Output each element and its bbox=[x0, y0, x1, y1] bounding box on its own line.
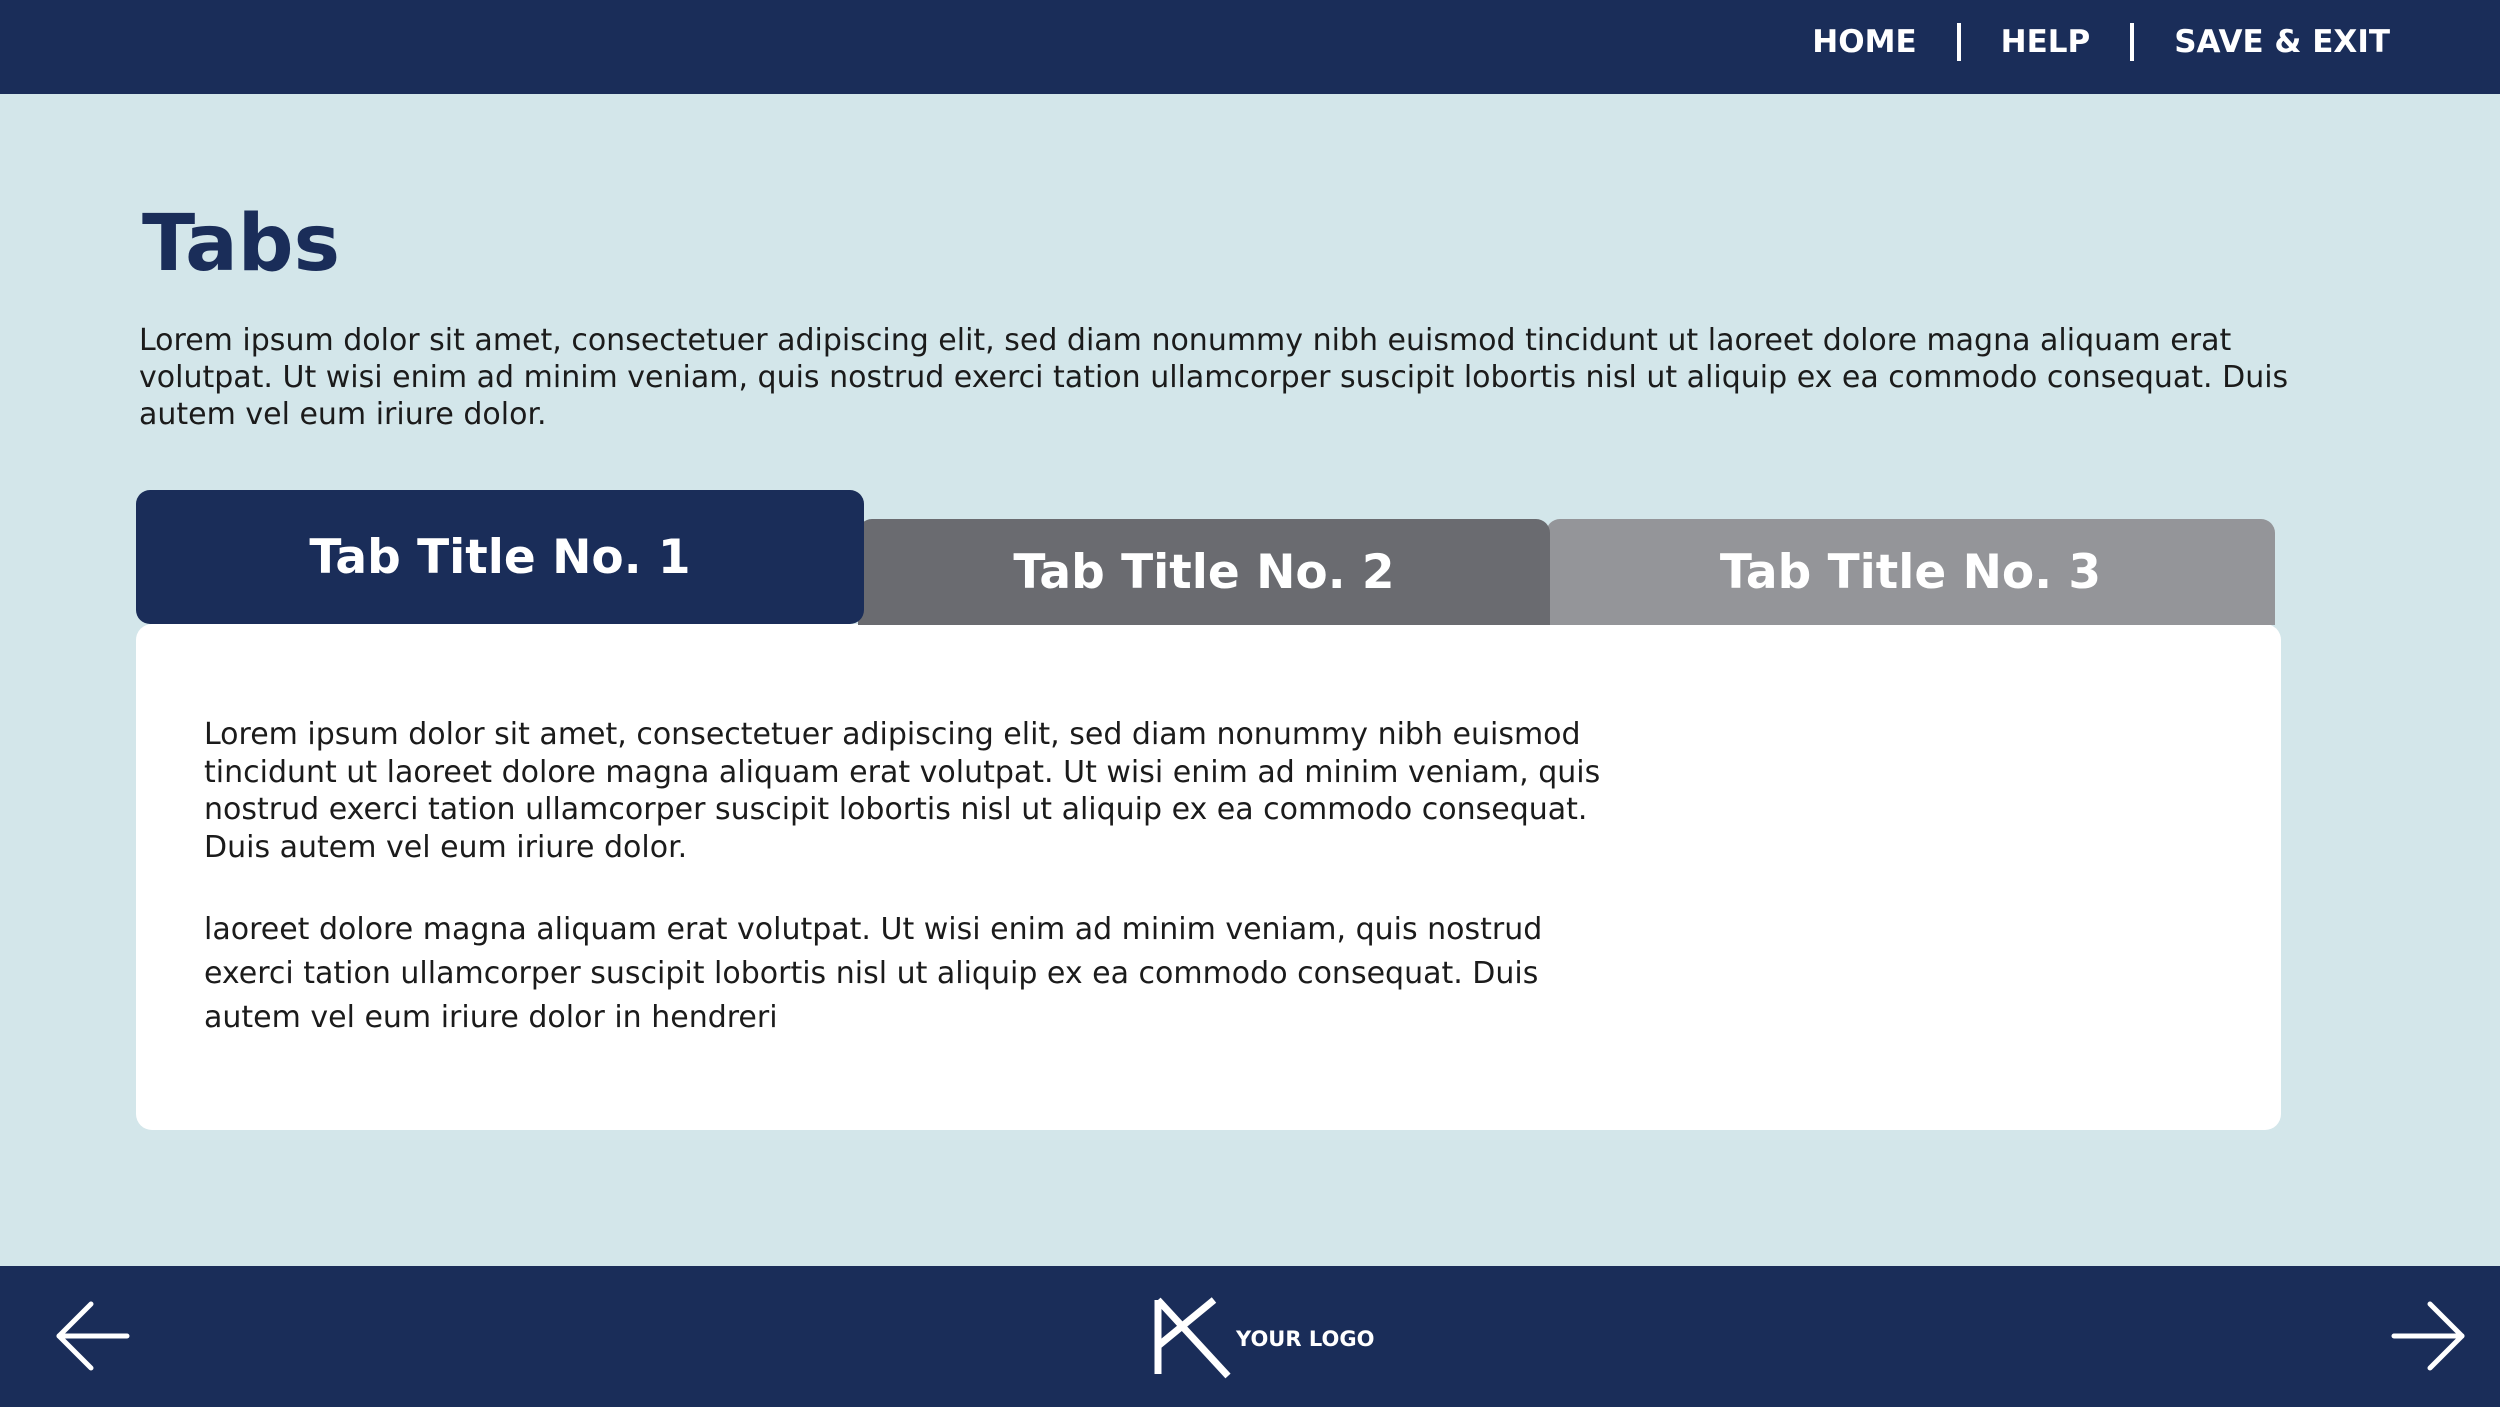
nav-divider bbox=[2130, 23, 2134, 61]
logo-mark-icon bbox=[1152, 1294, 1232, 1380]
tab-label: Tab Title No. 1 bbox=[309, 529, 691, 585]
top-bar bbox=[0, 0, 2500, 94]
previous-button[interactable] bbox=[55, 1298, 131, 1374]
home-link[interactable]: HOME bbox=[1812, 24, 1917, 60]
help-link[interactable]: HELP bbox=[2000, 24, 2091, 60]
next-button[interactable] bbox=[2390, 1298, 2466, 1374]
nav-divider bbox=[1957, 23, 1961, 61]
arrow-left-icon bbox=[55, 1298, 131, 1374]
arrow-right-icon bbox=[2390, 1298, 2466, 1374]
tab-2[interactable] bbox=[858, 519, 1550, 625]
panel-paragraph-1: Lorem ipsum dolor sit amet, consectetuer adipiscing elit, sed diam nonummy nibh euismod tincidunt ut laoreet dolore magna aliquam erat volutpat. Ut wisi enim ad minim veniam, quis nostrud exerci tation ullamcorper suscipit lobortis nisl ut aliquip ex ea commodo consequat. Duis autem vel eum iriure dolor. bbox=[204, 717, 1601, 865]
panel-paragraph-2: laoreet dolore magna aliquam erat volutpat. Ut wisi enim ad minim veniam, quis nostrud exerci tation ullamcorper suscipit lobortis nisl ut aliquip ex ea commodo consequat. Duis autem vel eum iriure dolor in hendreri bbox=[204, 912, 1543, 1035]
tab-content-panel bbox=[136, 624, 2281, 1130]
tab-label: Tab Title No. 3 bbox=[1719, 544, 2102, 600]
tab-3[interactable] bbox=[1546, 519, 2275, 625]
top-nav bbox=[1812, 0, 2390, 84]
bottom-bar bbox=[0, 1266, 2500, 1407]
tab-label: Tab Title No. 2 bbox=[1013, 544, 1395, 600]
logo bbox=[1152, 1294, 1374, 1380]
tab-1[interactable] bbox=[136, 490, 864, 624]
save-exit-link[interactable]: SAVE & EXIT bbox=[2174, 24, 2390, 60]
page-title: Tabs bbox=[142, 199, 341, 289]
intro-text: Lorem ipsum dolor sit amet, consectetuer adipiscing elit, sed diam nonummy nibh euismod tincidunt ut laoreet dolore magna aliquam erat volutpat. Ut wisi enim ad minim veniam, quis nostrud exerci tation ullamcorper suscipit lobortis nisl ut aliquip ex ea commodo consequat. Duis autem vel eum iriure dolor. bbox=[139, 323, 2289, 432]
logo-text: YOUR LOGO bbox=[1236, 1327, 1375, 1351]
